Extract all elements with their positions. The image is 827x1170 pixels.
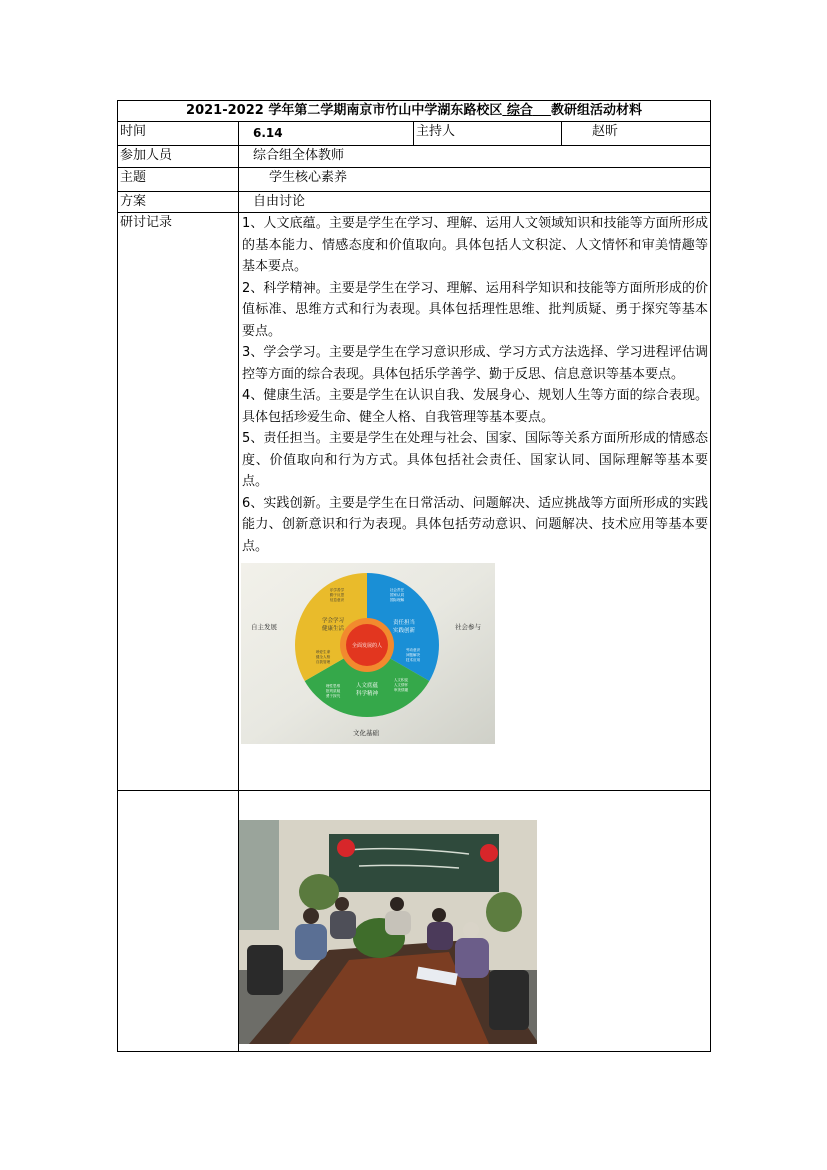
record-item-3: 3、学会学习。主要是学生在学习意识形成、学习方式方法选择、学习进程评估调控等方面的综合表现。具体包括乐学善学、勤于反思、信息意识等基本要点。 (242, 345, 709, 382)
participants-value: 综合组全体教师 (239, 146, 711, 168)
record-item-1: 1、人文底蕴。主要是学生在学习、理解、运用人文领域知识和技能等方面所形成的基本能力、情感态度和价值取向。具体包括人文积淀、人文情怀和审美情趣等基本要点。 (242, 216, 709, 274)
tr-bottom-item-3: 技术应用 (405, 658, 421, 662)
tr-top-item-3: 国际理解 (389, 598, 405, 602)
tr-top-item-2: 国家认同 (389, 593, 405, 597)
tl-top-item-3: 信息意识 (329, 598, 345, 602)
outer-label-bottom: 文化基础 (353, 729, 379, 737)
activity-record-table (117, 100, 711, 1052)
b-main-1: 人文底蕴 (355, 683, 379, 689)
tl-main-2: 健康生活 (321, 626, 345, 632)
photo-row-label (118, 791, 239, 1052)
wheel-center-label: 全面发展的人 (351, 643, 383, 649)
plan-value: 自由讨论 (239, 192, 711, 213)
tr-main-1: 责任担当 (392, 620, 416, 626)
tl-top-item-1: 乐学善学 (329, 588, 345, 592)
document-title: 2021-2022 学年第二学期南京市竹山中学湖东路校区 综合 教研组活动材料 (118, 101, 711, 122)
photo-plant-left (299, 874, 339, 910)
photo-blackboard (329, 834, 499, 892)
record-item-4: 4、健康生活。主要是学生在认识自我、发展身心、规划人生等方面的综合表现。具体包括珍爱生命、健全人格、自我管理等基本要点。 (242, 388, 709, 425)
record-item-2: 2、科学精神。主要是学生在学习、理解、运用科学知识和技能等方面所形成的价值标准、思维方式和行为表现。具体包括理性思维、批判质疑、勇于探究等基本要点。 (242, 280, 709, 339)
tr-main-2: 实践创新 (392, 628, 416, 634)
outer-label-left: 自主发展 (251, 623, 277, 631)
tr-top-item-1: 社会责任 (389, 588, 405, 592)
b-right-item-2: 人文情怀 (393, 683, 409, 687)
photo-person-4 (427, 922, 453, 950)
tr-bottom-item-2: 问题解决 (405, 653, 421, 657)
b-main-2: 科学精神 (355, 691, 379, 697)
tl-bottom-item-2: 健全人格 (315, 655, 331, 659)
photo-person-3 (385, 911, 411, 935)
b-left-item-1: 理性思维 (325, 684, 341, 688)
b-right-item-1: 人文积淀 (393, 678, 409, 682)
meeting-photo (239, 820, 537, 1044)
participants-label: 参加人员 (118, 146, 239, 168)
tl-bottom-item-3: 自我管理 (315, 660, 331, 664)
group-name: 综合 (506, 103, 533, 118)
photo-flower-left (337, 839, 355, 857)
photo-window (239, 820, 279, 930)
record-item-6: 6、实践创新。主要是学生在日常活动、问题解决、适应挑战等方面所形成的实践能力、创新意识和行为表现。具体包括劳动意识、问题解决、技术应用等基本要点。 (242, 495, 709, 554)
tr-bottom-item-1: 劳动意识 (405, 648, 421, 652)
b-left-item-2: 批判质疑 (325, 689, 341, 693)
b-right-item-3: 审美情趣 (393, 688, 409, 692)
photo-cell (239, 791, 711, 1052)
record-label: 研讨记录 (118, 213, 239, 791)
host-value: 赵昕 (562, 122, 711, 146)
record-text (241, 213, 708, 557)
outer-label-right: 社会参与 (455, 623, 481, 631)
photo-person-5 (455, 938, 489, 978)
b-left-item-3: 勇于探究 (325, 694, 341, 698)
photo-flower-right (480, 844, 498, 862)
tl-bottom-item-1: 珍爱生命 (315, 650, 331, 654)
time-label: 时间 (118, 122, 239, 146)
plan-label: 方案 (118, 192, 239, 213)
tl-top-item-2: 勤于反思 (329, 593, 345, 597)
record-cell (239, 213, 711, 791)
photo-plant-right (486, 892, 522, 932)
time-value: 6.14 (239, 122, 414, 146)
photo-person-2 (330, 911, 356, 939)
tl-main-1: 学会学习 (321, 618, 345, 624)
topic-value: 学生核心素养 (239, 168, 711, 192)
photo-chair-right (489, 970, 529, 1030)
record-item-5: 5、责任担当。主要是学生在处理与社会、国家、国际等关系方面所形成的情感态度、价值取向和行为方式。具体包括社会责任、国家认同、国际理解等基本要点。 (242, 431, 709, 489)
photo-person-1 (295, 924, 327, 960)
topic-label: 主题 (118, 168, 239, 192)
core-literacy-diagram (241, 563, 495, 744)
host-label: 主持人 (414, 122, 562, 146)
photo-chair-left (247, 945, 283, 995)
